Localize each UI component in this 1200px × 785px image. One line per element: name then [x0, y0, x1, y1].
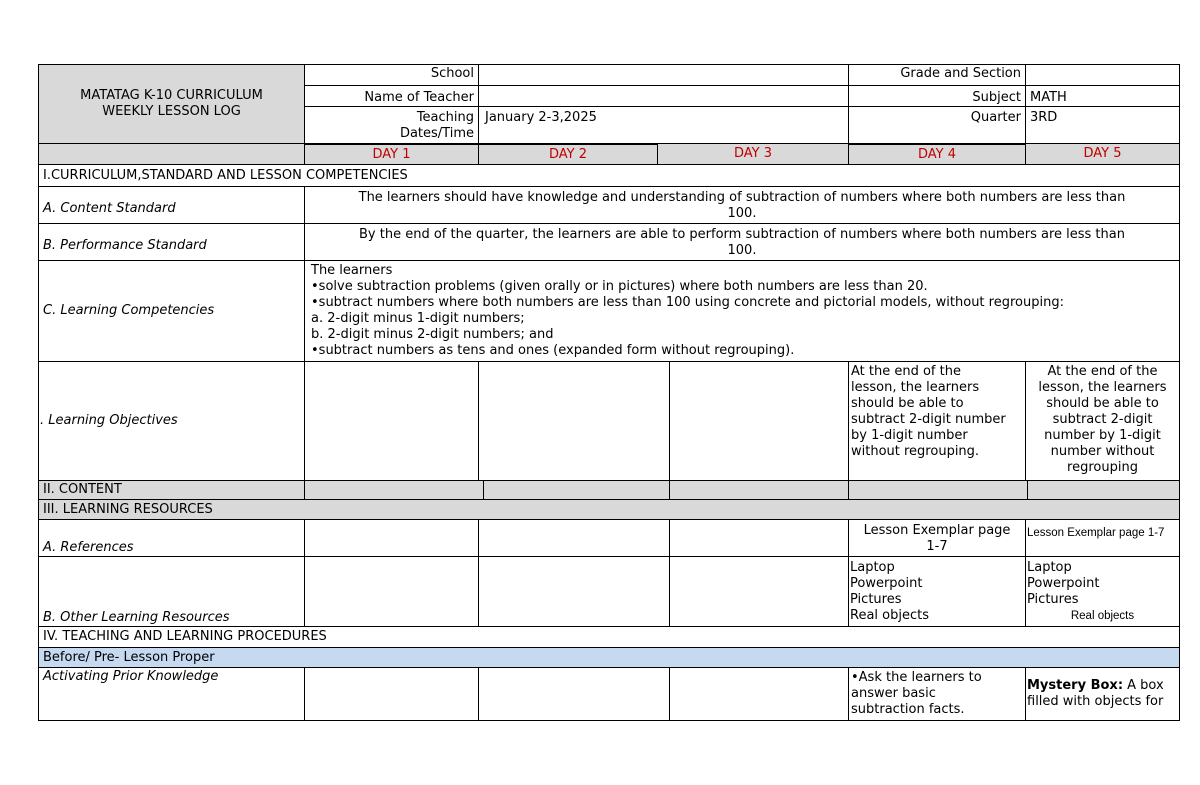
other-resources-day4-line: Pictures	[850, 592, 902, 607]
other-resources-day1[interactable]	[304, 556, 479, 627]
grade-section-field[interactable]	[1025, 64, 1180, 86]
objectives-day4-line: by 1-digit number	[851, 428, 968, 443]
mystery-box-line2: filled with objects for	[1027, 694, 1164, 709]
objectives-day5-line: should be able to	[1046, 396, 1159, 411]
prior-knowledge-day1[interactable]	[304, 667, 479, 721]
content-standard-line2: 100.	[727, 206, 757, 221]
objectives-day3[interactable]	[669, 361, 849, 481]
objectives-day4-line: should be able to	[851, 396, 964, 411]
content-day2[interactable]	[483, 480, 670, 500]
content-standard-label: A. Content Standard	[38, 186, 305, 224]
other-resources-day5-last: Real objects	[1070, 610, 1135, 622]
form-title-line2: WEEKLY LESSON LOG	[102, 104, 241, 119]
objectives-day5-line: lesson, the learners	[1038, 380, 1167, 395]
competencies-line: b. 2-digit minus 2-digit numbers; and	[311, 327, 554, 342]
other-resources-day5	[1025, 556, 1180, 627]
other-resources-day5-line: Laptop	[1027, 560, 1072, 575]
other-resources-day4	[848, 556, 1026, 627]
quarter-field[interactable]: 3RD	[1025, 106, 1180, 144]
mystery-box-label: Mystery Box:	[1027, 678, 1124, 693]
content-standard-text	[304, 186, 1180, 224]
day-header-2: DAY 2	[478, 143, 658, 165]
objectives-day2[interactable]	[478, 361, 670, 481]
performance-standard-line1: By the end of the quarter, the learners are able to perform subtraction of numbers where both numbers are less than	[359, 227, 1125, 242]
objectives-day5-line: number without	[1050, 444, 1155, 459]
references-day2[interactable]	[478, 519, 670, 557]
references-day4	[848, 519, 1026, 557]
teaching-dates-label-line1: Teaching	[416, 110, 474, 125]
teacher-field[interactable]	[478, 85, 849, 107]
competencies-line: •solve subtraction problems (given orally or in pictures) where both numbers are less than 20.	[311, 279, 928, 294]
prior-knowledge-day4-line: •Ask the learners to	[851, 670, 982, 685]
other-resources-label: B. Other Learning Resources	[38, 556, 305, 627]
references-day1[interactable]	[304, 519, 479, 557]
day-header-1: DAY 1	[304, 143, 479, 165]
objectives-day5-line: subtract 2-digit	[1052, 412, 1153, 427]
prior-knowledge-day5	[1025, 667, 1180, 721]
objectives-day1[interactable]	[304, 361, 479, 481]
references-day5: Lesson Exemplar page 1-7	[1025, 519, 1180, 557]
teaching-dates-field[interactable]: January 2-3,2025	[478, 106, 849, 144]
objectives-day4-line: without regrouping.	[851, 444, 980, 459]
other-resources-day2[interactable]	[478, 556, 670, 627]
prior-knowledge-day3[interactable]	[669, 667, 849, 721]
objectives-day5-line: number by 1-digit	[1044, 428, 1161, 443]
other-resources-day4-line: Real objects	[850, 608, 929, 623]
other-resources-day4-line: Powerpoint	[850, 576, 923, 591]
form-title-line1: MATATAG K-10 CURRICULUM	[80, 88, 263, 103]
teaching-dates-label	[304, 106, 479, 144]
objectives-day5-line: At the end of the	[1047, 364, 1158, 379]
section-1-title: I.CURRICULUM,STANDARD AND LESSON COMPETENCIES	[38, 164, 1180, 187]
prior-knowledge-day4-line: answer basic	[851, 686, 936, 701]
content-day5[interactable]	[1027, 480, 1180, 500]
objectives-label: . Learning Objectives	[38, 361, 305, 481]
teacher-label: Name of Teacher	[304, 85, 479, 107]
content-day1[interactable]	[304, 480, 484, 500]
references-day4-line1: Lesson Exemplar page	[863, 523, 1011, 538]
competencies-label: C. Learning Competencies	[38, 260, 305, 362]
content-day3[interactable]	[669, 480, 849, 500]
competencies-text	[304, 260, 1180, 362]
content-day4[interactable]	[848, 480, 1028, 500]
day-header-4: DAY 4	[848, 143, 1026, 165]
other-resources-day5-line: Pictures	[1027, 592, 1079, 607]
prior-knowledge-label: Activating Prior Knowledge	[38, 667, 305, 721]
objectives-day4	[848, 361, 1026, 481]
objectives-day4-line: lesson, the learners	[851, 380, 980, 395]
content-standard-line1: The learners should have knowledge and understanding of subtraction of numbers where both numbers are less than	[358, 190, 1126, 205]
subject-field[interactable]: MATH	[1025, 85, 1180, 107]
performance-standard-text	[304, 223, 1180, 261]
references-label: A. References	[38, 519, 305, 557]
other-resources-day3[interactable]	[669, 556, 849, 627]
school-field[interactable]	[478, 64, 849, 86]
competencies-line: a. 2-digit minus 1-digit numbers;	[311, 311, 525, 326]
form-title	[38, 64, 305, 144]
competencies-line: The learners	[311, 263, 393, 278]
objectives-day4-line: At the end of the	[851, 364, 961, 379]
prior-knowledge-day2[interactable]	[478, 667, 670, 721]
objectives-day4-line: subtract 2-digit number	[851, 412, 1006, 427]
section-4-title: IV. TEACHING AND LEARNING PROCEDURES	[38, 626, 1180, 648]
grade-section-label: Grade and Section	[848, 64, 1026, 86]
section-3-title: III. LEARNING RESOURCES	[38, 499, 1180, 520]
objectives-day5-line: regrouping	[1067, 460, 1138, 475]
references-day3[interactable]	[669, 519, 849, 557]
prior-knowledge-day4-line: subtraction facts.	[851, 702, 965, 717]
quarter-label: Quarter	[848, 106, 1026, 144]
pre-lesson-subheader: Before/ Pre- Lesson Proper	[38, 647, 1180, 668]
performance-standard-line2: 100.	[727, 243, 757, 258]
school-label: School	[304, 64, 479, 86]
objectives-day5	[1025, 361, 1180, 481]
subject-label: Subject	[848, 85, 1026, 107]
day-header-3: DAY 3	[657, 143, 849, 165]
day-row-blank	[38, 143, 305, 165]
section-2-title: II. CONTENT	[38, 480, 305, 500]
other-resources-day5-line: Powerpoint	[1027, 576, 1100, 591]
prior-knowledge-day4	[848, 667, 1026, 721]
references-day4-line2: 1-7	[926, 539, 948, 554]
day-header-5: DAY 5	[1025, 143, 1180, 165]
competencies-line: •subtract numbers where both numbers are less than 100 using concrete and pictorial models, without regrouping:	[311, 295, 1064, 310]
teaching-dates-label-line2: Dates/Time	[399, 126, 474, 141]
performance-standard-label: B. Performance Standard	[38, 223, 305, 261]
mystery-box-text: A box	[1123, 678, 1164, 693]
other-resources-day4-line: Laptop	[850, 560, 895, 575]
competencies-line: •subtract numbers as tens and ones (expanded form without regrouping).	[311, 343, 795, 358]
